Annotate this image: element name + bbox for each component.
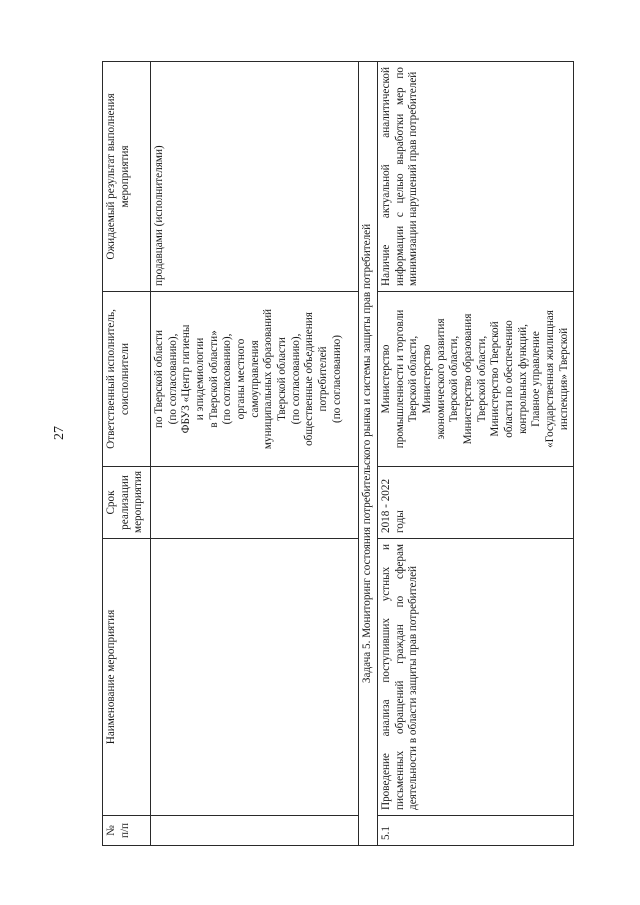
executor-line: самоуправления xyxy=(248,340,261,418)
executor-line: промышленности и торговли xyxy=(393,309,406,449)
executor-line: Министерство xyxy=(420,344,433,414)
executor-line: Главное управление xyxy=(530,331,543,427)
executor-line: в Тверской области» xyxy=(207,330,220,428)
executor-line: контрольных функций, xyxy=(516,324,529,434)
cell-executor-continued xyxy=(151,292,359,467)
executor-line: Тверской области, xyxy=(448,335,461,423)
executor-line: области по обеспечению xyxy=(502,320,515,438)
header-result: Ожидаемый результат выполнения мероприятия xyxy=(103,62,151,292)
executor-line: ФБУЗ «Центр гигиены xyxy=(180,324,193,434)
table-row-5-1 xyxy=(378,62,574,846)
executor-line: «Государственная жилищная xyxy=(543,310,556,448)
header-executor: Ответственный исполнитель, соисполнители xyxy=(103,292,151,467)
rotated-table-wrapper xyxy=(102,62,570,846)
header-name: Наименование мероприятия xyxy=(103,539,151,816)
events-table xyxy=(102,61,574,846)
executor-line: Тверской области, xyxy=(407,335,420,423)
executor-line: инспекция» Тверской xyxy=(557,327,570,431)
executor-line: Тверской области, xyxy=(475,335,488,423)
executor-line: по Тверской области xyxy=(153,329,165,429)
cell-name-5-1: Проведение анализа поступивших устных и письменных обращений граждан по сферам деятельности в области защиты прав потребителей xyxy=(378,539,574,816)
cell-term-5-1: 2018 - 2022 годы xyxy=(378,467,574,539)
executor-line: Министерство образования xyxy=(461,313,474,445)
header-num: № п/п xyxy=(103,816,151,846)
cell-num-empty xyxy=(151,816,359,846)
table-row-continued xyxy=(151,62,359,846)
executor-line: и эпидемиологии xyxy=(193,337,206,421)
cell-result-5-1: Наличие актуальной аналитической информации с целью выработки мер по минимизации нарушений прав потребителей xyxy=(378,62,574,292)
executor-line: Тверской области xyxy=(275,337,288,421)
cell-num-5-1: 5.1 xyxy=(378,816,574,846)
executor-line: (по согласованию) xyxy=(330,335,343,423)
executor-line: (по согласованию), xyxy=(289,333,302,425)
table-row-task-5 xyxy=(359,62,378,846)
cell-name-empty xyxy=(151,539,359,816)
executor-line: органы местного xyxy=(234,338,247,420)
page-number: 27 xyxy=(52,426,67,440)
cell-term-empty xyxy=(151,467,359,539)
executor-line: (по согласованию), xyxy=(166,333,179,425)
executor-line: Министерство Тверской xyxy=(489,321,502,437)
executor-line: экономического развития xyxy=(434,318,447,440)
cell-executor-5-1 xyxy=(378,292,574,467)
task-5-heading: Задача 5. Мониторинг состояния потребительского рынка и системы защиты прав потребителей xyxy=(359,62,378,846)
executor-line: муниципальных образований xyxy=(262,308,275,450)
table-header-row xyxy=(103,62,151,846)
executor-line: Министерство xyxy=(380,344,392,414)
executor-line: общественные объединения xyxy=(303,312,316,446)
header-term: Срок реализации мероприятия xyxy=(103,467,151,539)
executor-line: (по согласованию), xyxy=(221,333,234,425)
cell-result-continued: продавцами (исполнителями) xyxy=(151,62,359,292)
executor-line: потребителей xyxy=(316,346,329,412)
